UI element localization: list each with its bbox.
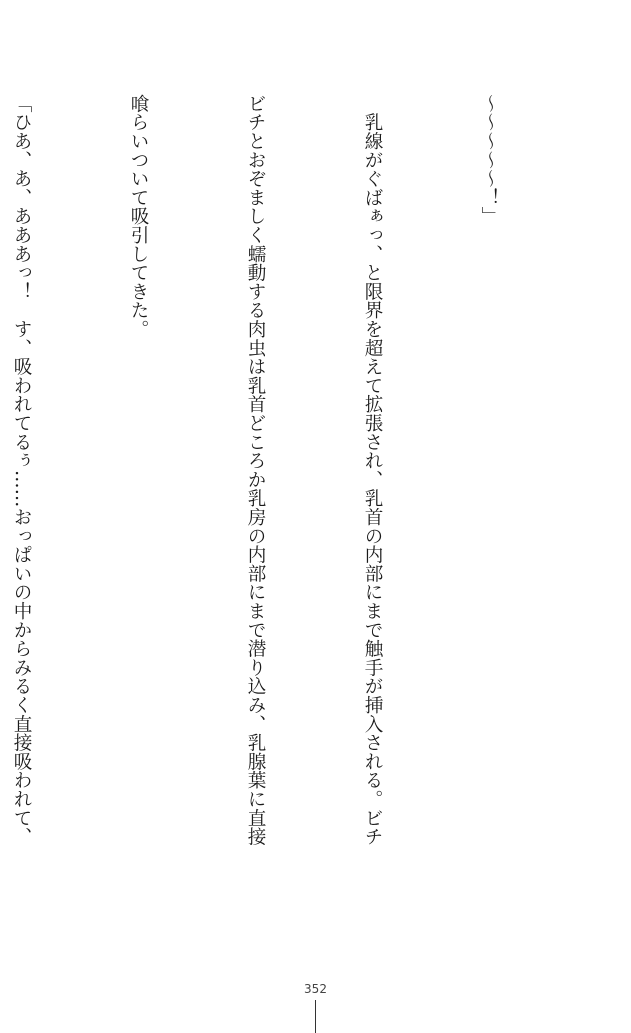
text-line: 乳線がぐばぁっ、と限界を超えて拡張され、乳首の内部にまで触手が挿入される。ビチ: [362, 94, 383, 846]
page-number-rule: [315, 1000, 316, 1033]
vertical-text-body: [11, 94, 587, 954]
text-line: 「ひあ、あ、あああっ！ す、吸われてるぅ……おっぱいの中からみるく直接吸われて、: [11, 94, 32, 846]
text-line: ビチとおぞましく蠕動する肉虫は乳首どころか乳房の内部にまで潜り込み、乳腺葉に直接: [245, 94, 266, 846]
page-number: 352: [304, 982, 327, 996]
text-line: 〜〜〜〜〜！」: [479, 94, 500, 226]
text-line: 喰らいついて吸引してきた。: [128, 94, 149, 339]
